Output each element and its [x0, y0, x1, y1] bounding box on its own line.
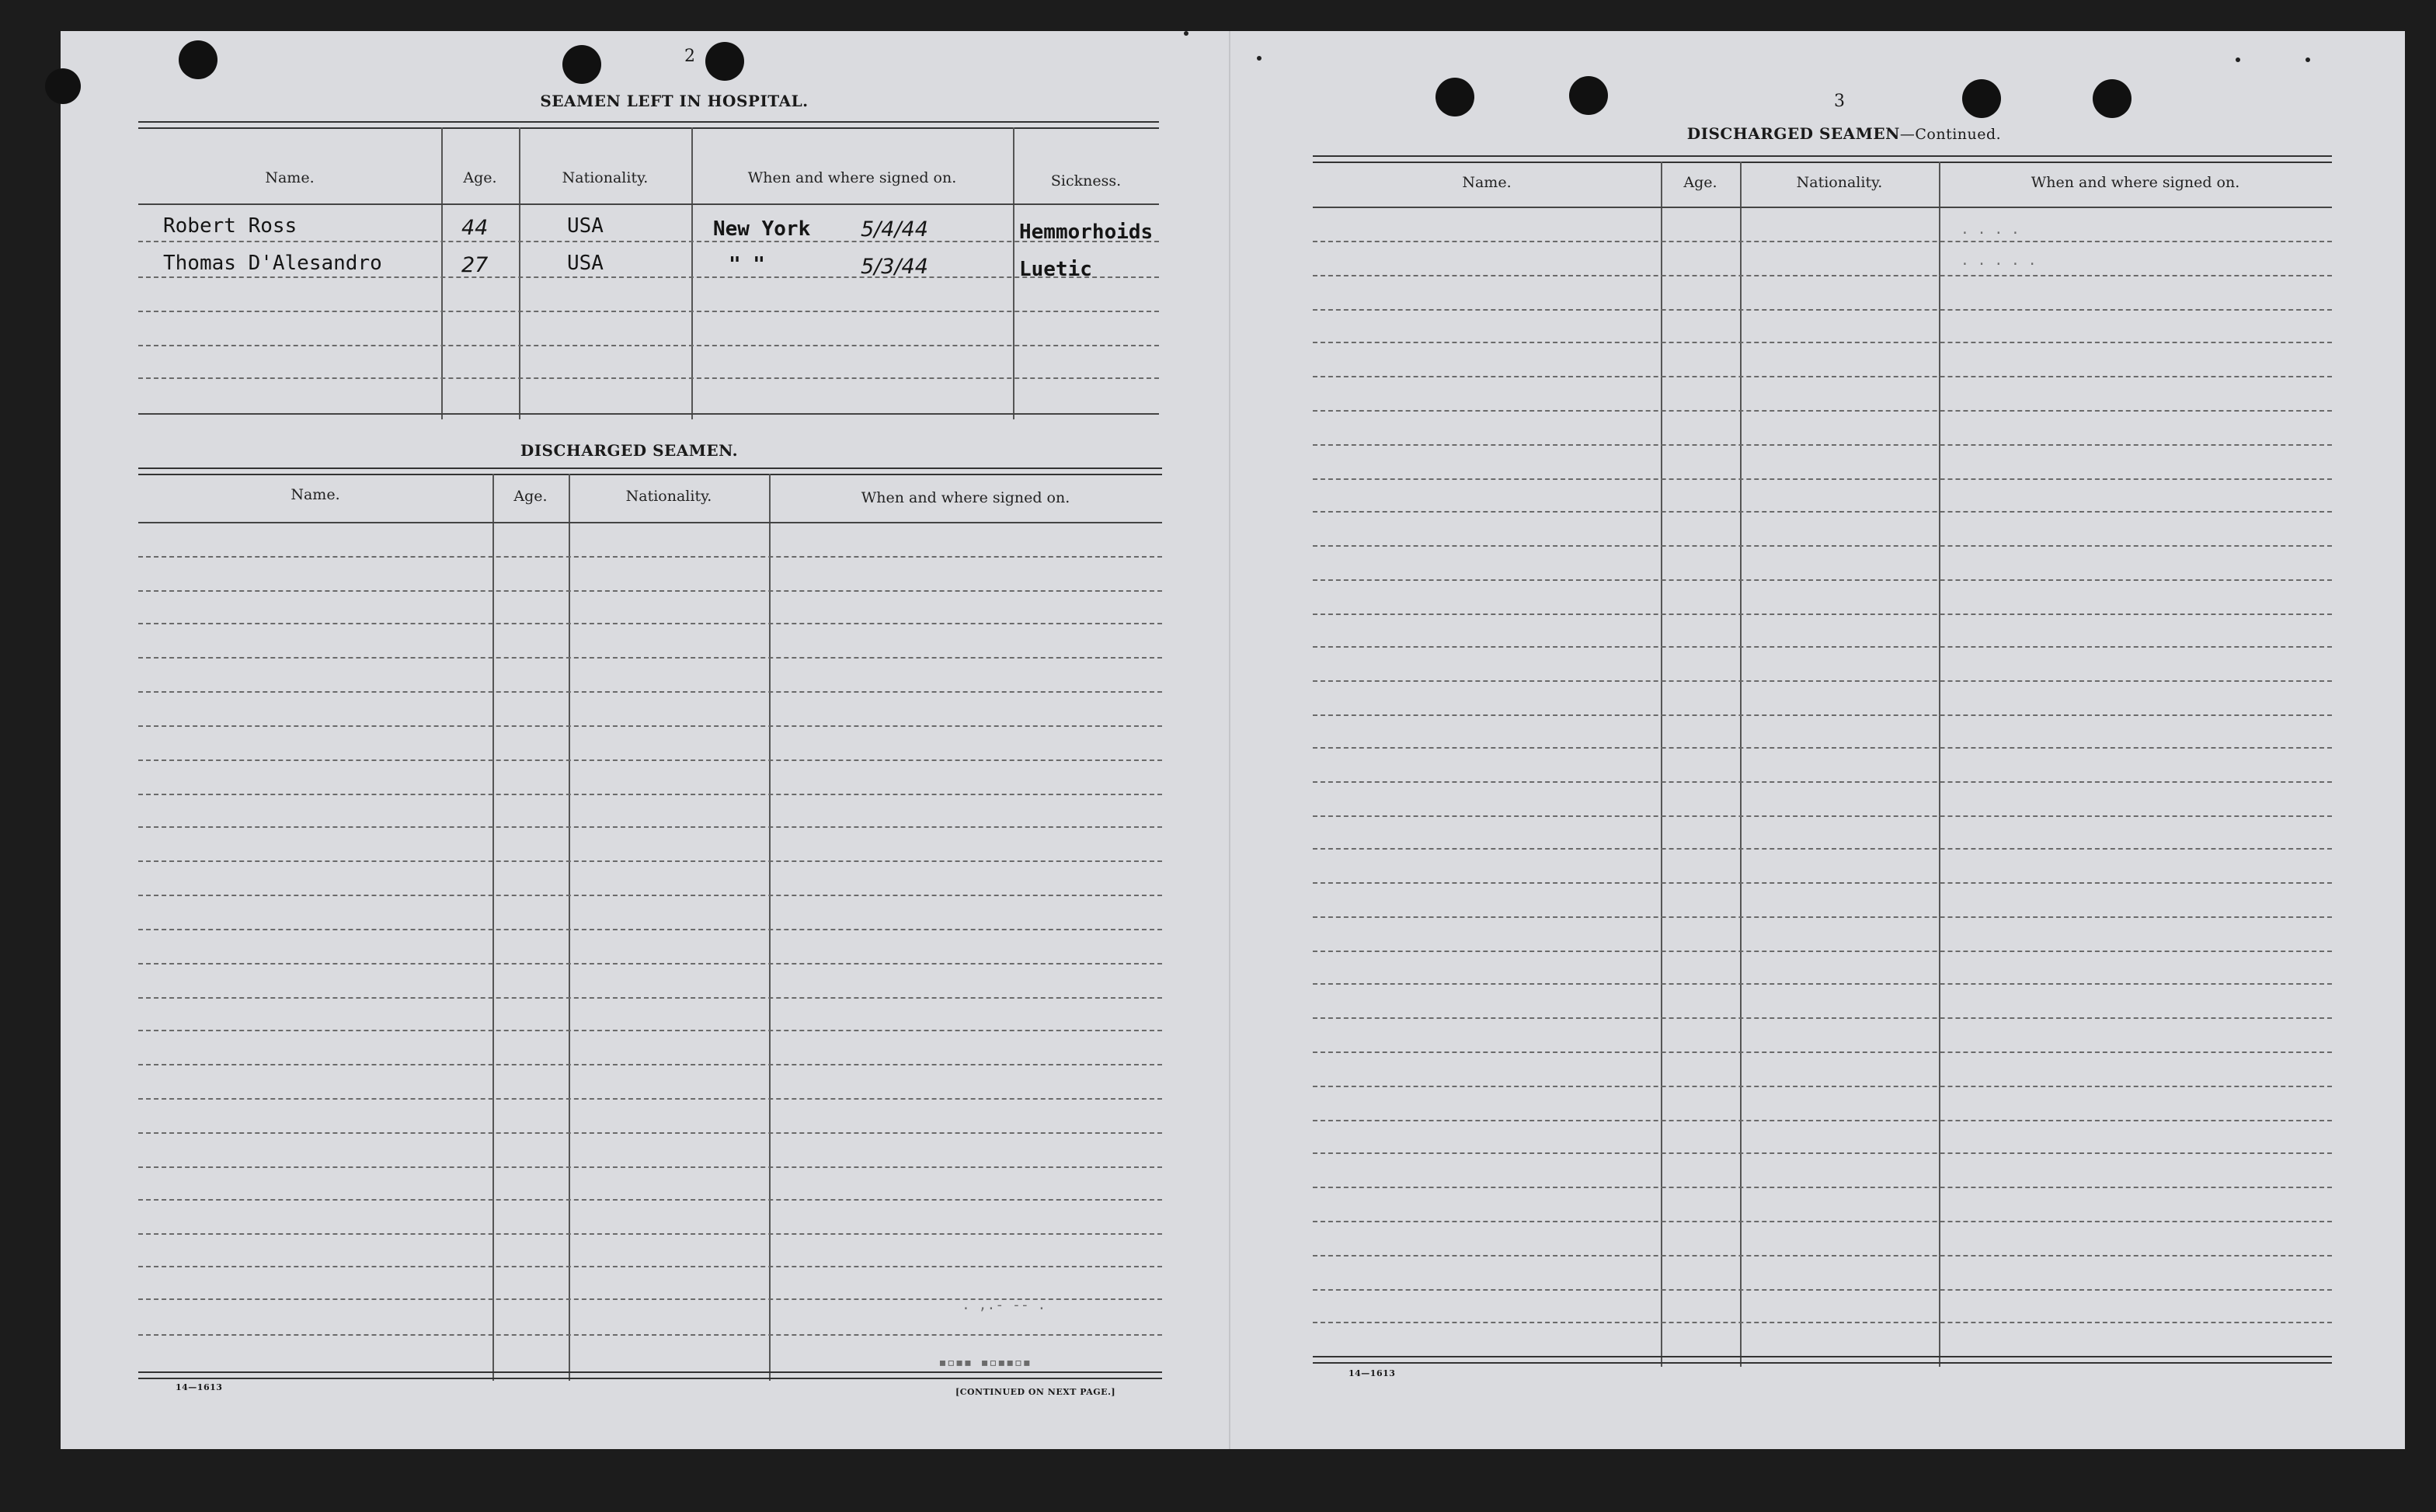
seaman-name: Robert Ross — [163, 214, 298, 238]
col-header-sickness: Sickness. — [1050, 172, 1122, 189]
form-number: 14—1613 — [1348, 1368, 1396, 1378]
form-number: 14—1613 — [176, 1382, 223, 1392]
col-header-nationality: Nationality. — [562, 169, 649, 186]
seaman-age: 27 — [461, 253, 489, 277]
seaman-nationality: USA — [567, 214, 604, 238]
punch-hole — [1436, 78, 1474, 116]
signed-on-place: New York — [713, 217, 811, 241]
punch-hole — [1962, 79, 2001, 118]
col-header-age: Age. — [513, 488, 548, 505]
col-header-name: Name. — [1462, 174, 1512, 191]
discharged-continued-title — [1603, 124, 2085, 143]
title-suffix: —Continued. — [1899, 126, 2002, 143]
col-header-when-where: When and where signed on. — [747, 169, 957, 186]
col-header-name: Name. — [265, 169, 315, 186]
title-main: DISCHARGED SEAMEN — [1686, 124, 1900, 143]
faint-mark: ▪▫▪▪ ▪▫▪▪▫▪ — [938, 1354, 1032, 1371]
col-header-age: Age. — [1683, 174, 1717, 191]
speck — [2306, 57, 2310, 62]
signed-on-date: 5/4/44 — [861, 217, 928, 242]
speck — [1184, 31, 1188, 36]
faint-mark: . ,.- -- . — [962, 1297, 1046, 1313]
col-header-age: Age. — [463, 169, 497, 186]
page-number: 3 — [1834, 92, 1845, 111]
hospital-section-title: SEAMEN LEFT IN HOSPITAL. — [540, 92, 809, 110]
sickness: Luetic — [1019, 258, 1092, 281]
left-page — [61, 0, 1229, 1512]
punch-hole — [1569, 76, 1608, 115]
signed-on-place: " " — [729, 253, 765, 276]
sickness: Hemmorhoids — [1019, 221, 1154, 244]
page-number: 2 — [684, 47, 695, 66]
punch-hole — [45, 68, 81, 104]
right-page — [1230, 0, 2405, 1512]
col-header-when-where: When and where signed on. — [2031, 174, 2240, 191]
punch-hole — [562, 45, 601, 84]
discharged-table — [138, 468, 1162, 1381]
punch-hole — [179, 40, 218, 79]
speck — [1257, 56, 1262, 61]
seaman-nationality: USA — [567, 252, 604, 275]
seaman-name: Thomas D'Alesandro — [163, 252, 382, 275]
col-header-nationality: Nationality. — [1796, 174, 1883, 191]
signed-on-date: 5/3/44 — [861, 255, 928, 279]
speck — [2236, 57, 2240, 62]
col-header-when-where: When and where signed on. — [861, 489, 1070, 506]
discharged-continued-table — [1313, 155, 2332, 1367]
col-header-nationality: Nationality. — [625, 488, 712, 505]
faint-mark: · · · · · — [1961, 256, 2037, 273]
hospital-table — [138, 121, 1159, 419]
faint-mark: · · · · — [1961, 225, 2020, 242]
col-header-name: Name. — [291, 486, 340, 503]
punch-hole — [2093, 79, 2132, 118]
seaman-age: 44 — [461, 216, 489, 240]
discharged-section-title: DISCHARGED SEAMEN. — [520, 441, 739, 460]
continued-note: [CONTINUED ON NEXT PAGE.] — [955, 1387, 1116, 1397]
